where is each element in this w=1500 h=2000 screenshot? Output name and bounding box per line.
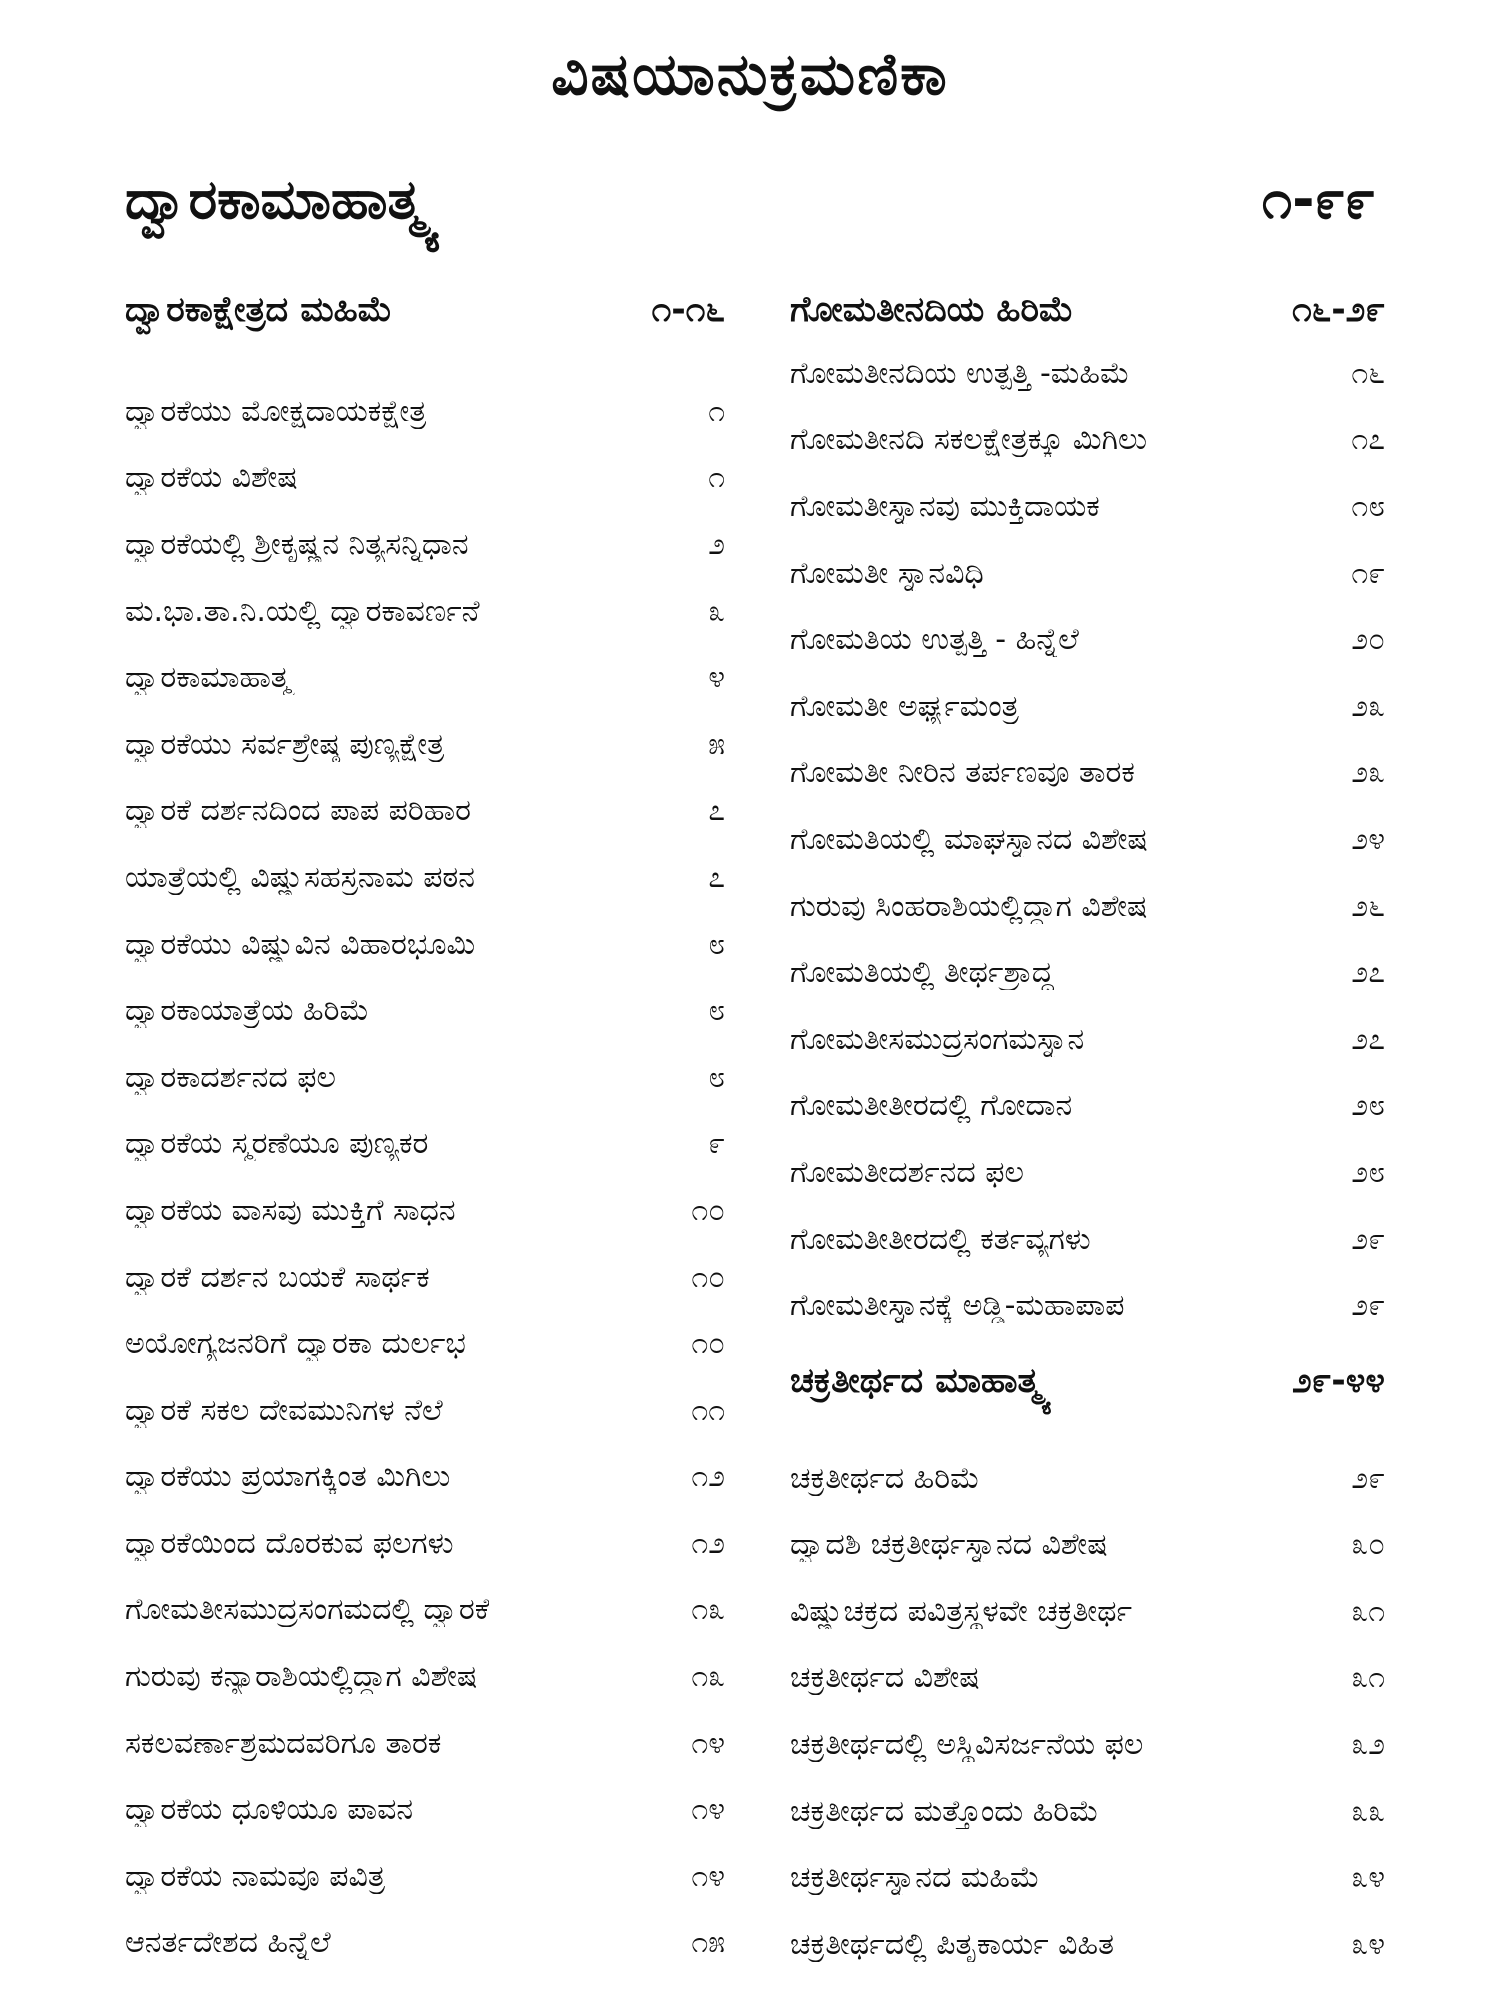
toc-entry-title: ಚಕ್ರತೀರ್ಥದ ಹಿರಿಮೆ (790, 1460, 980, 1496)
toc-entry (790, 540, 1385, 607)
toc-entry (790, 939, 1385, 1006)
toc-entry (790, 473, 1385, 540)
toc-entry-title: ದ್ವಾರಕೆಯು ಮೋಕ್ಷದಾಯಕಕ್ಷೇತ್ರ (125, 393, 427, 429)
toc-entry-title: ಆನರ್ತದೇಶದ ಹಿನ್ನೆಲೆ (125, 1925, 331, 1961)
toc-entry (790, 407, 1385, 474)
toc-entry (790, 740, 1385, 807)
toc-entry-page: ೫ (708, 726, 725, 762)
toc-entry-title: ಚಕ್ರತೀರ್ಥದಲ್ಲಿ ಅಸ್ಥಿವಿಸರ್ಜನೆಯ ಫಲ (790, 1727, 1144, 1763)
toc-entry-page: ೩೪ (1351, 1860, 1385, 1896)
toc-entry (790, 1139, 1385, 1206)
toc-entry (125, 1111, 725, 1178)
section-heading-pages: ೧-೧೬ (651, 290, 725, 330)
toc-entry-page: ೯ (708, 1126, 725, 1162)
toc-entry-page: ೧೩ (691, 1659, 725, 1695)
toc-entry (125, 1710, 725, 1777)
toc-entry (125, 1776, 725, 1843)
toc-entry-page: ೧೯ (1351, 555, 1385, 591)
toc-entry-title: ಗೋಮತೀ ಅರ್ಘ್ಯಮಂತ್ರ (790, 688, 1019, 724)
toc-entry-page: ೧೦ (691, 1326, 725, 1362)
toc-entry (790, 1711, 1385, 1778)
toc-entry (790, 1911, 1385, 1978)
toc-entry-page: ೨೭ (1351, 955, 1385, 991)
toc-entry-page: ೮ (708, 1059, 725, 1095)
toc-entry (125, 911, 725, 978)
toc-entry-title: ಚಕ್ರತೀರ್ಥದಲ್ಲಿ ಪಿತೃಕಾರ್ಯ ವಿಹಿತ (790, 1926, 1115, 1962)
toc-entry-title: ಗೋಮತೀನದಿಯ ಉತ್ಪತ್ತಿ -ಮಹಿಮೆ (790, 355, 1130, 391)
toc-entry-title: ಗೋಮತೀತೀರದಲ್ಲಿ ಗೋದಾನ (790, 1088, 1073, 1124)
toc-entry-title: ಸಕಲವರ್ಣಾಶ್ರಮದವರಿಗೂ ತಾರಕ (125, 1725, 442, 1761)
toc-entry-title: ದ್ವಾರಕೆ ಸಕಲ ದೇವಮುನಿಗಳ ನೆಲೆ (125, 1392, 443, 1428)
toc-entry-page: ೩೨ (1351, 1727, 1385, 1763)
toc-entry (125, 1444, 725, 1511)
toc-entry-title: ದ್ವಾರಕೆಯಿಂದ ದೊರಕುವ ಫಲಗಳು (125, 1525, 454, 1561)
toc-entry-title: ಗೋಮತೀದರ್ಶನದ ಫಲ (790, 1154, 1024, 1190)
toc-entry-title: ದ್ವಾರಕೆ ದರ್ಶನದಿಂದ ಪಾಪ ಪರಿಹಾರ (125, 793, 471, 829)
toc-entry-title: ದ್ವಾರಕೆಯು ವಿಷ್ಣುವಿನ ವಿಹಾರಭೂಮಿ (125, 926, 476, 962)
toc-entry-title: ದ್ವಾರಕೆಯ ಸ್ಮರಣೆಯೂ ಪುಣ್ಯಕರ (125, 1126, 429, 1162)
toc-entry-title: ಗೋಮತೀಸ್ನಾನವು ಮುಕ್ತಿದಾಯಕ (790, 488, 1100, 524)
toc-entry-page: ೧೪ (691, 1858, 725, 1894)
toc-entry-page: ೩೩ (1351, 1793, 1385, 1829)
toc-entry-title: ದ್ವಾರಕಾಯಾತ್ರೆಯ ಹಿರಿಮೆ (125, 993, 370, 1029)
toc-entry-title: ಗುರುವು ಕನ್ಯಾರಾಶಿಯಲ್ಲಿದ್ದಾಗ ವಿಶೇಷ (125, 1659, 478, 1695)
toc-entry-page: ೨೭ (1351, 1021, 1385, 1057)
toc-entry (125, 1244, 725, 1311)
toc-entry-page: ೨೦ (1351, 622, 1385, 658)
toc-entry-page: ೨೩ (1351, 688, 1385, 724)
toc-entry (125, 1177, 725, 1244)
toc-entry-page: ೧೬ (1351, 355, 1385, 391)
toc-entry-title: ದ್ವಾರಕೆಯು ಸರ್ವಶ್ರೇಷ್ಠ ಪುಣ್ಯಕ್ಷೇತ್ರ (125, 726, 445, 762)
toc-entry-title: ಮ.ಭಾ.ತಾ.ನಿ.ಯಲ್ಲಿ ದ್ವಾರಕಾವರ್ಣನೆ (125, 593, 480, 629)
toc-entry-page: ೨ (708, 526, 725, 562)
toc-entry-page: ೩೧ (1351, 1593, 1385, 1629)
toc-entry (125, 644, 725, 711)
toc-entry (125, 1910, 725, 1977)
toc-entry-title: ಗೋಮತೀ ನೀರಿನ ತರ್ಪಣವೂ ತಾರಕ (790, 755, 1135, 791)
toc-entry-page: ೧ (708, 460, 725, 496)
toc-entry-title: ದ್ವಾರಕೆಯು ಪ್ರಯಾಗಕ್ಕಿಂತ ಮಿಗಿಲು (125, 1459, 451, 1495)
toc-entry-title: ದ್ವಾರಕೆಯ ವಿಶೇಷ (125, 460, 298, 496)
toc-entry-title: ಗೋಮತೀ ಸ್ನಾನವಿಧಿ (790, 555, 984, 591)
toc-list (790, 1445, 1385, 1978)
toc-entry-title: ದ್ವಾದಶಿ ಚಕ್ರತೀರ್ಥಸ್ನಾನದ ವಿಶೇಷ (790, 1527, 1108, 1563)
toc-entry (790, 873, 1385, 940)
toc-entry (125, 578, 725, 645)
section-heading-label: ದ್ವಾರಕಾಕ್ಷೇತ್ರದ ಮಹಿಮೆ (125, 290, 393, 330)
toc-entry (790, 1844, 1385, 1911)
toc-entry-title: ಗೋಮತೀಸ್ನಾನಕ್ಕೆ ಅಡ್ಡಿ-ಮಹಾಪಾಪ (790, 1288, 1125, 1324)
toc-entry (790, 340, 1385, 407)
toc-entry (125, 977, 725, 1044)
right-column (790, 280, 1385, 1978)
toc-entry-title: ದ್ವಾರಕಾದರ್ಶನದ ಫಲ (125, 1059, 336, 1095)
toc-entry-page: ೧೨ (691, 1459, 725, 1495)
toc-entry (790, 1778, 1385, 1845)
toc-entry-page: ೪ (708, 660, 725, 696)
toc-entry (125, 844, 725, 911)
page-title: ವಿಷಯಾನುಕ್ರಮಣಿಕಾ (551, 40, 949, 108)
toc-entry-title: ಯಾತ್ರೆಯಲ್ಲಿ ವಿಷ್ಣುಸಹಸ್ರನಾಮ ಪಠನ (125, 859, 475, 895)
toc-entry-title: ಗೋಮತೀಸಮುದ್ರಸಂಗಮಸ್ನಾನ (790, 1021, 1085, 1057)
section-heading-label: ಗೋಮತೀನದಿಯ ಹಿರಿಮೆ (790, 290, 1074, 330)
toc-entry-page: ೨೯ (1351, 1460, 1385, 1496)
toc-entry (125, 1577, 725, 1644)
toc-entry (125, 511, 725, 578)
toc-entry-page: ೧೦ (691, 1259, 725, 1295)
toc-entry-page: ೧೫ (691, 1925, 725, 1961)
toc-entry-page: ೨೩ (1351, 755, 1385, 791)
main-heading (125, 160, 1375, 240)
toc-entry-title: ಗೋಮತಿಯಲ್ಲಿ ಮಾಘಸ್ನಾನದ ವಿಶೇಷ (790, 821, 1148, 857)
toc-entry-page: ೨೯ (1351, 1288, 1385, 1324)
toc-entry-title: ದ್ವಾರಕೆಯ ವಾಸವು ಮುಕ್ತಿಗೆ ಸಾಧನ (125, 1192, 456, 1228)
toc-entry-page: ೧೮ (1351, 488, 1385, 524)
toc-entry-title: ಗೋಮತೀತೀರದಲ್ಲಿ ಕರ್ತವ್ಯಗಳು (790, 1221, 1091, 1257)
left-column (125, 280, 725, 1976)
toc-entry-page: ೨೮ (1351, 1154, 1385, 1190)
toc-entry-page: ೨೮ (1351, 1088, 1385, 1124)
toc-entry-page: ೩೧ (1351, 1660, 1385, 1696)
toc-entry (125, 1643, 725, 1710)
toc-entry-page: ೩೦ (1351, 1527, 1385, 1563)
toc-entry-page: ೧೨ (691, 1525, 725, 1561)
toc-entry-page: ೧೧ (691, 1392, 725, 1428)
toc-entry-page: ೩ (708, 593, 725, 629)
section-heading (125, 280, 725, 340)
toc-entry-title: ಚಕ್ರತೀರ್ಥದ ಮತ್ತೊಂದು ಹಿರಿಮೆ (790, 1793, 1099, 1829)
toc-entry (790, 806, 1385, 873)
toc-entry (125, 1044, 725, 1111)
toc-entry (125, 1377, 725, 1444)
section-heading (790, 280, 1385, 340)
toc-entry (125, 778, 725, 845)
toc-entry (790, 1006, 1385, 1073)
toc-entry-page: ೩೪ (1351, 1926, 1385, 1962)
toc-entry-title: ಗೋಮತಿಯ ಉತ್ಪತ್ತಿ - ಹಿನ್ನೆಲೆ (790, 622, 1079, 658)
toc-entry (125, 1843, 725, 1910)
toc-entry-title: ದ್ವಾರಕೆಯಲ್ಲಿ ಶ್ರೀಕೃಷ್ಣನ ನಿತ್ಯಸನ್ನಿಧಾನ (125, 526, 469, 562)
section-heading (790, 1351, 1385, 1411)
toc-entry-title: ಚಕ್ರತೀರ್ಥದ ವಿಶೇಷ (790, 1660, 980, 1696)
toc-entry (790, 1645, 1385, 1712)
toc-entry (790, 1512, 1385, 1579)
toc-entry-page: ೭ (708, 793, 725, 829)
section-heading-pages: ೨೯-೪೪ (1292, 1360, 1385, 1401)
toc-entry-title: ಗುರುವು ಸಿಂಹರಾಶಿಯಲ್ಲಿದ್ದಾಗ ವಿಶೇಷ (790, 888, 1148, 924)
toc-entry (790, 1578, 1385, 1645)
toc-entry-title: ದ್ವಾರಕಾಮಾಹಾತ್ಮ್ಯ (125, 660, 297, 696)
toc-entry-title: ದ್ವಾರಕೆಯ ನಾಮವೂ ಪವಿತ್ರ (125, 1858, 386, 1894)
toc-entry-page: ೧೪ (691, 1792, 725, 1828)
toc-entry (125, 711, 725, 778)
toc-entry-title: ಗೋಮತೀನದಿ ಸಕಲಕ್ಷೇತ್ರಕ್ಕೂ ಮಿಗಿಲು (790, 422, 1147, 458)
toc-entry (125, 445, 725, 512)
toc-entry-page: ೨೬ (1351, 888, 1385, 924)
toc-entry (125, 1510, 725, 1577)
toc-entry (790, 1073, 1385, 1140)
toc-entry-title: ದ್ವಾರಕೆಯ ಧೂಳಿಯೂ ಪಾವನ (125, 1792, 414, 1828)
toc-entry-page: ೮ (708, 926, 725, 962)
main-heading-label: ದ್ವಾರಕಾಮಾಹಾತ್ಮ್ಯ (125, 168, 433, 231)
main-heading-pages: ೧-೯೯ (1261, 168, 1375, 231)
toc-entry-page: ೮ (708, 993, 725, 1029)
section-heading-pages: ೧೬-೨೯ (1292, 290, 1385, 330)
toc-entry (125, 378, 725, 445)
toc-entry (790, 1206, 1385, 1273)
toc-entry (790, 673, 1385, 740)
toc-list (125, 378, 725, 1976)
toc-entry-page: ೧೩ (691, 1592, 725, 1628)
toc-entry-page: ೭ (708, 859, 725, 895)
toc-list (790, 340, 1385, 1339)
toc-entry (790, 1272, 1385, 1339)
toc-entry-page: ೧೦ (691, 1192, 725, 1228)
toc-entry (790, 1445, 1385, 1512)
toc-entry-title: ಗೋಮತೀಸಮುದ್ರಸಂಗಮದಲ್ಲಿ ದ್ವಾರಕೆ (125, 1592, 490, 1628)
toc-entry-title: ದ್ವಾರಕೆ ದರ್ಶನ ಬಯಕೆ ಸಾರ್ಥಕ (125, 1259, 430, 1295)
section-heading-label: ಚಕ್ರತೀರ್ಥದ ಮಾಹಾತ್ಮ್ಯ (790, 1360, 1048, 1401)
toc-entry-title: ವಿಷ್ಣುಚಕ್ರದ ಪವಿತ್ರಸ್ಥಳವೇ ಚಕ್ರತೀರ್ಥ (790, 1593, 1133, 1629)
toc-entry-page: ೧೭ (1351, 422, 1385, 458)
toc-entry-title: ಅಯೋಗ್ಯಜನರಿಗೆ ದ್ವಾರಕಾ ದುರ್ಲಭ (125, 1326, 466, 1362)
toc-entry (790, 606, 1385, 673)
toc-entry (125, 1310, 725, 1377)
toc-entry-page: ೨೪ (1351, 821, 1385, 857)
toc-entry-title: ಚಕ್ರತೀರ್ಥಸ್ನಾನದ ಮಹಿಮೆ (790, 1860, 1040, 1896)
toc-entry-page: ೨೯ (1351, 1221, 1385, 1257)
toc-entry-page: ೧೪ (691, 1725, 725, 1761)
toc-entry-page: ೧ (708, 393, 725, 429)
toc-entry-title: ಗೋಮತಿಯಲ್ಲಿ ತೀರ್ಥಶ್ರಾದ್ಧ (790, 955, 1054, 991)
